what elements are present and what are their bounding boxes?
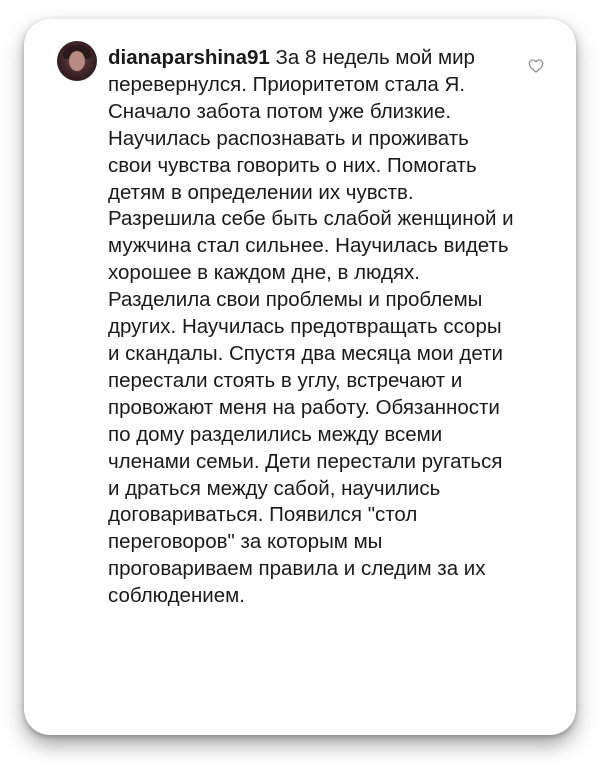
comment-card bbox=[24, 19, 576, 735]
comment-text: За 8 недель мой мир перевернулся. Приоритетом стала Я. Сначало забота потом уже близкие. Научилась распознавать и проживать свои чувства говорить о них. Помогать детям в определении их чувств. Разрешила себе быть слабой женщиной и мужчина стал сильнее. Научилась видеть хорошее в каждом дне, в людях. Разделила свои проблемы и проблемы других. Научилась предотвращать ссоры и скандалы. Спустя два месяца мои дети перестали стоять в углу, встречают и провожают меня на работу. Обязанности по дому разделились между всеми членами семьи. Дети перестали ругаться и драться между сабой, научились договариваться. Появился "стол переговоров" за которым мы проговариваем правила и следим за их соблюдением. bbox=[108, 46, 514, 608]
avatar[interactable] bbox=[57, 41, 97, 81]
comment-body bbox=[108, 45, 518, 610]
heart-icon[interactable] bbox=[528, 59, 544, 73]
avatar-face bbox=[69, 51, 85, 71]
comment-username[interactable]: dianaparshina91 bbox=[108, 46, 270, 69]
